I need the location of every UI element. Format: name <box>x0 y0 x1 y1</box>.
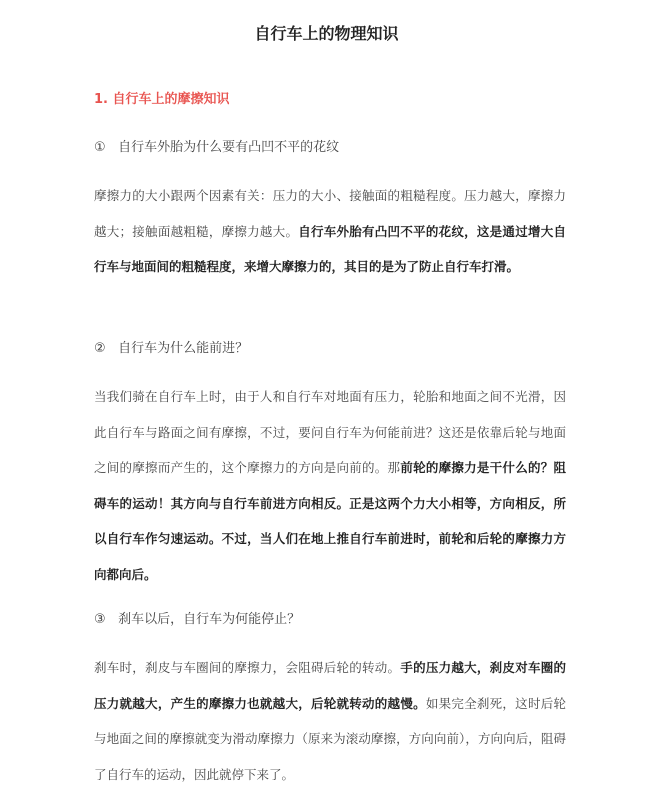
question-heading-2 <box>94 338 248 360</box>
answer-paragraph-2 <box>94 379 566 592</box>
answer-2-normal: 当我们骑在自行车上时，由于人和自行车对地面有压力，轮胎和地面之间不光滑，因此自行车与路面之间有摩擦，不过，要问自行车为何能前进？这还是依靠后轮与地面之间的摩擦而产生的，这个摩擦力的方向是向前的。那 <box>94 389 566 475</box>
question-text-3: 刹车以后，自行车为何能停止？ <box>118 612 301 627</box>
question-text-2: 自行车为什么能前进？ <box>118 341 249 356</box>
answer-3-bold: 手的压力越大，刹皮对车圈的压力就越大，产生的摩擦力也就越大，后轮就转动的越慢。 <box>94 660 566 711</box>
answer-paragraph-3 <box>94 650 566 792</box>
page-title: 自行车上的物理知识 <box>254 24 399 43</box>
answer-paragraph-1 <box>94 178 566 285</box>
answer-1-normal: 摩擦力的大小跟两个因素有关：压力的大小、接触面的粗糙程度。压力越大，摩擦力越大；接触面越粗糙，摩擦力越大。 <box>94 188 566 239</box>
question-number-1: ① <box>94 140 106 155</box>
section-heading-friction: 1. 自行车上的摩擦知识 <box>94 92 230 107</box>
question-number-3: ③ <box>94 612 106 627</box>
question-heading-1 <box>94 137 339 159</box>
answer-1-bold: 自行车外胎有凸凹不平的花纹，这是通过增大自行车与地面间的粗糙程度，来增大摩擦力的，其目的是为了防止自行车打滑。 <box>94 223 566 274</box>
question-heading-3 <box>94 609 300 631</box>
answer-2-bold: 前轮的摩擦力是干什么的？阻碍车的运动！其方向与自行车前进方向相反。正是这两个力大小相等，方向相反，所以自行车作匀速运动。不过，当人们在地上推自行车前进时，前轮和后轮的摩擦力方向都向后。 <box>94 460 566 582</box>
question-number-2: ② <box>94 341 106 356</box>
answer-3-normal-1: 刹车时，刹皮与车圈间的摩擦力，会阻碍后轮的转动。 <box>94 660 401 675</box>
question-text-1: 自行车外胎为什么要有凸凹不平的花纹 <box>118 140 340 155</box>
answer-3-normal-2: 如果完全刹死，这时后轮与地面之间的摩擦就变为滑动摩擦力（原来为滚动摩擦，方向向前），方向向后，阻碍了自行车的运动，因此就停下来了。 <box>94 695 566 782</box>
